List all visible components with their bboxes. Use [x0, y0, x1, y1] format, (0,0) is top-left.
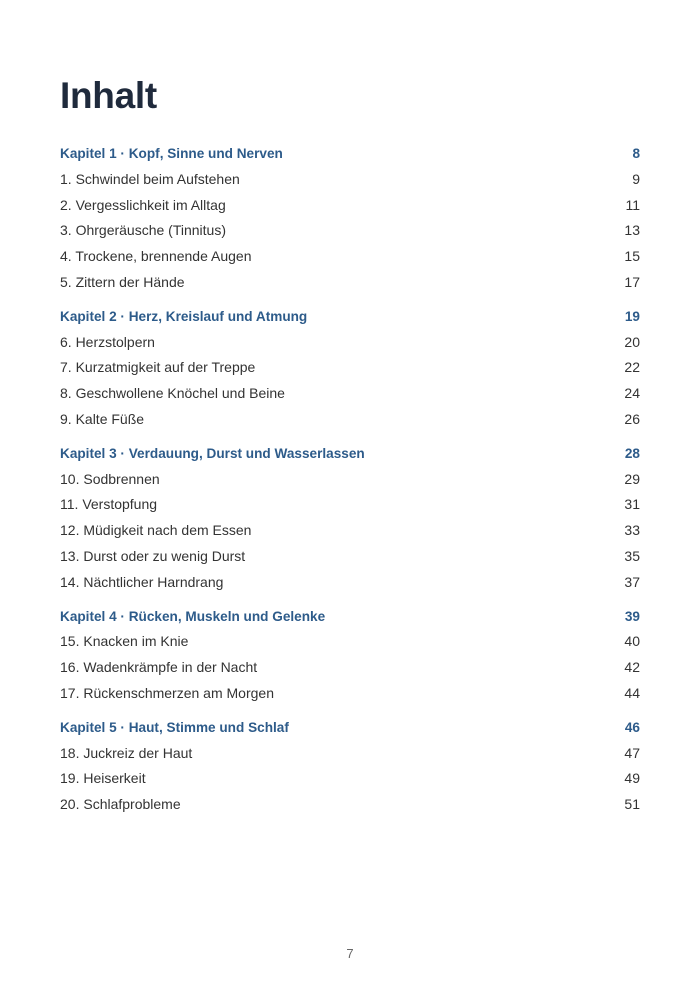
toc-entry-label: 5. Zittern der Hände — [60, 273, 185, 290]
toc-entry-page: 47 — [624, 744, 640, 761]
chapter-3 — [60, 441, 640, 596]
chapter-2 — [60, 304, 640, 433]
toc-entry-label: 17. Rückenschmerzen am Morgen — [60, 684, 274, 701]
toc-entry-label: 13. Durst oder zu wenig Durst — [60, 547, 246, 564]
toc-entry[interactable] — [60, 330, 640, 356]
chapter-heading[interactable] — [60, 441, 640, 467]
toc-entry[interactable] — [60, 244, 640, 270]
toc-entry-label: 10. Sodbrennen — [60, 470, 160, 487]
toc-entry[interactable] — [60, 355, 640, 381]
toc-entry[interactable] — [60, 681, 640, 707]
toc-entry-label: 4. Trockene, brennende Augen — [60, 248, 252, 265]
chapter-heading[interactable] — [60, 141, 640, 167]
toc-entry[interactable] — [60, 407, 640, 433]
toc-entry-page: 29 — [624, 470, 640, 487]
toc-entry[interactable] — [60, 544, 640, 570]
toc-entry-label: 6. Herzstolpern — [60, 333, 155, 350]
toc-entry-label: 18. Juckreiz der Haut — [60, 744, 193, 761]
chapter-page-number: 28 — [624, 445, 640, 461]
toc-entry-page: 35 — [624, 547, 640, 564]
toc-entry[interactable] — [60, 766, 640, 792]
toc-entry-label: 8. Geschwollene Knöchel und Beine — [60, 385, 285, 402]
toc-entry-label: 16. Wadenkrämpfe in der Nacht — [60, 659, 258, 676]
chapter-5 — [60, 715, 640, 818]
toc-entry[interactable] — [60, 741, 640, 767]
toc-entry-page: 13 — [624, 222, 640, 239]
chapter-1 — [60, 141, 640, 296]
toc-entry[interactable] — [60, 792, 640, 818]
toc-entry-page: 37 — [624, 573, 640, 590]
toc-entry-label: 9. Kalte Füße — [60, 410, 145, 427]
toc-entry-label: 14. Nächtlicher Harndrang — [60, 573, 224, 590]
chapter-title: Kapitel 4 · Rücken, Muskeln und Gelenke — [60, 608, 326, 624]
chapter-title: Kapitel 5 · Haut, Stimme und Schlaf — [60, 719, 289, 735]
toc-entry-page: 33 — [624, 522, 640, 539]
toc-entry-page: 20 — [624, 333, 640, 350]
chapter-page-number: 39 — [624, 608, 640, 624]
toc-entry[interactable] — [60, 492, 640, 518]
toc-entry-page: 17 — [624, 273, 640, 290]
toc-entry-page: 49 — [624, 770, 640, 787]
toc-entry[interactable] — [60, 193, 640, 219]
toc-entry-label: 11. Verstopfung — [60, 496, 158, 513]
chapter-heading[interactable] — [60, 604, 640, 630]
toc-entry-page: 11 — [625, 196, 640, 213]
toc-entry-label: 7. Kurzatmigkeit auf der Treppe — [60, 359, 256, 376]
toc-entry-page: 15 — [624, 248, 640, 265]
toc-entry-label: 15. Knacken im Knie — [60, 633, 189, 650]
toc-entry-label: 3. Ohrgeräusche (Tinnitus) — [60, 222, 226, 239]
chapter-title: Kapitel 1 · Kopf, Sinne und Nerven — [60, 146, 283, 161]
toc-entry-page: 26 — [624, 410, 640, 427]
toc-entry-page: 9 — [632, 170, 640, 187]
page-number-footer: 7 — [346, 946, 354, 961]
toc-entry-label: 1. Schwindel beim Aufstehen — [60, 170, 240, 187]
toc-entry[interactable] — [60, 270, 640, 296]
chapter-title: Kapitel 3 · Verdauung, Durst und Wasserlassen — [60, 445, 365, 461]
toc-entry-page: 51 — [624, 796, 640, 813]
toc-entry-label: 20. Schlafprobleme — [60, 796, 181, 813]
chapter-page-number: 46 — [624, 719, 640, 735]
toc-entry[interactable] — [60, 629, 640, 655]
toc-entry-page: 22 — [624, 359, 640, 376]
chapter-4 — [60, 604, 640, 707]
toc-entry[interactable] — [60, 218, 640, 244]
toc-entry-label: 12. Müdigkeit nach dem Essen — [60, 522, 252, 539]
toc-entry[interactable] — [60, 570, 640, 596]
toc-entry[interactable] — [60, 518, 640, 544]
table-of-contents — [60, 141, 640, 826]
chapter-page-number: 19 — [624, 308, 640, 324]
toc-entry[interactable] — [60, 655, 640, 681]
chapter-heading[interactable] — [60, 304, 640, 330]
toc-entry-page: 40 — [624, 633, 640, 650]
page-title: Inhalt — [60, 75, 157, 116]
toc-entry-label: 2. Vergesslichkeit im Alltag — [60, 196, 226, 213]
toc-entry-page: 31 — [624, 496, 640, 513]
toc-entry[interactable] — [60, 467, 640, 493]
toc-entry[interactable] — [60, 167, 640, 193]
chapter-title: Kapitel 2 · Herz, Kreislauf und Atmung — [60, 308, 308, 324]
toc-entry-page: 24 — [624, 385, 640, 402]
toc-entry[interactable] — [60, 381, 640, 407]
chapter-heading[interactable] — [60, 715, 640, 741]
chapter-page-number: 8 — [632, 146, 640, 161]
toc-entry-label: 19. Heiserkeit — [60, 770, 146, 787]
toc-entry-page: 42 — [624, 659, 640, 676]
toc-entry-page: 44 — [624, 684, 640, 701]
